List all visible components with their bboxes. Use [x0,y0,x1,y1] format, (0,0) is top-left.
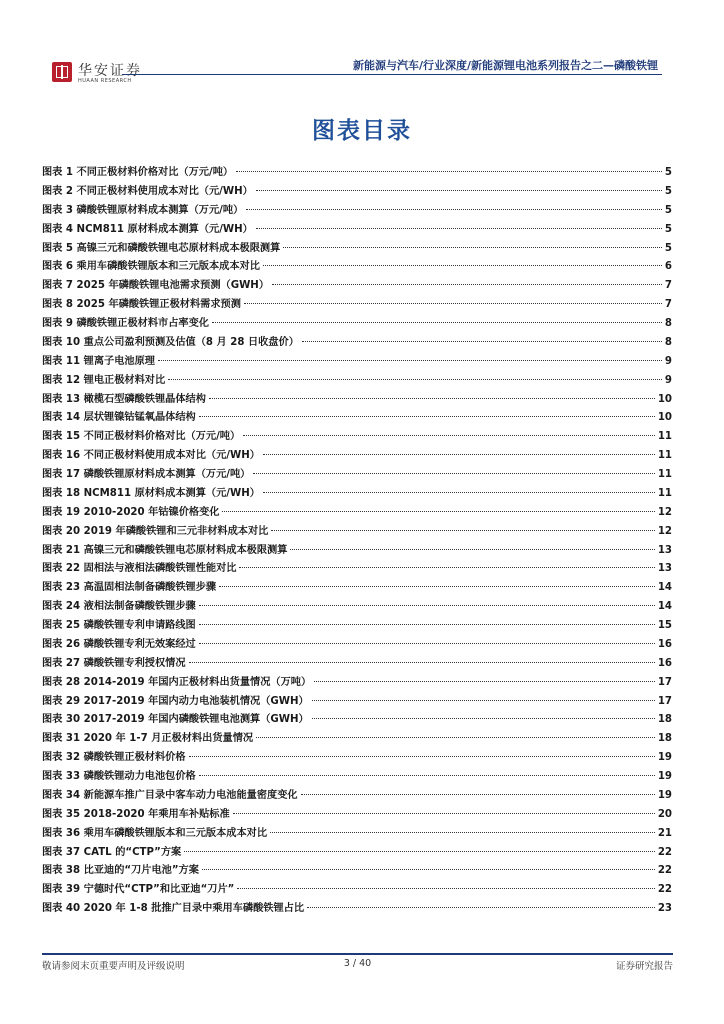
toc-entry-label: 图表 30 2017-2019 年国内磷酸铁锂电池测算（GWH） [42,714,309,726]
toc-entry[interactable] [42,786,672,805]
toc-dot-leader [314,681,655,682]
toc-entry[interactable] [42,465,672,484]
toc-entry-label: 图表 13 橄榄石型磷酸铁锂晶体结构 [42,393,206,405]
toc-entry-page: 19 [657,771,672,782]
toc-entry[interactable] [42,559,672,578]
footer-disclaimer: 敬请参阅末页重要声明及评级说明 [42,961,185,972]
toc-entry-label: 图表 9 磷酸铁锂正极材料市占率变化 [42,318,209,329]
toc-entry-page: 22 [657,884,672,896]
toc-entry-label: 图表 18 NCM811 原材料成本测算（元/WH） [42,487,260,499]
footer-divider [42,953,673,955]
toc-entry-page: 15 [657,620,672,631]
toc-dot-leader [237,888,654,889]
toc-entry[interactable] [42,710,672,729]
toc-entry[interactable] [42,861,672,880]
logo-chinese-text: 华安证券 [78,63,142,79]
toc-entry[interactable] [42,767,672,786]
toc-entry[interactable] [42,522,672,541]
table-of-contents [42,163,672,918]
page-header [0,0,724,84]
toc-entry-label: 图表 3 磷酸铁锂原材料成本测算（万元/吨） [42,204,244,216]
toc-entry-page: 11 [657,487,672,499]
toc-entry-page: 17 [657,695,672,707]
breadcrumb: 新能源与汽车/行业深度/新能源锂电池系列报告之二—磷酸铁锂 [352,59,658,72]
toc-entry-label: 图表 19 2010-2020 年钴镍价格变化 [42,506,220,518]
toc-entry[interactable] [42,673,672,692]
toc-entry-label: 图表 12 锂电正极材料对比 [42,374,166,386]
toc-entry-label: 图表 31 2020 年 1-7 月正极材料出货量情况 [42,733,254,745]
toc-dot-leader [246,209,662,210]
toc-entry-page: 8 [664,318,672,329]
toc-entry-label: 图表 4 NCM811 原材料成本测算（元/WH） [42,223,253,235]
toc-dot-leader [272,284,662,285]
toc-entry-page: 6 [664,261,672,273]
toc-entry-label: 图表 23 高温固相法制备磷酸铁锂步骤 [42,582,217,594]
toc-entry-page: 12 [657,525,672,537]
toc-entry-page: 7 [664,280,672,292]
toc-entry-page: 5 [664,167,672,178]
toc-entry[interactable] [42,843,672,862]
toc-entry[interactable] [42,390,672,409]
toc-entry-page: 13 [657,563,672,575]
toc-entry-page: 8 [664,336,672,348]
toc-entry-label: 图表 21 高镍三元和磷酸铁锂电芯原材料成本极限测算 [42,544,288,556]
page-number: 3 / 40 [343,958,372,969]
toc-entry[interactable] [42,541,672,560]
toc-entry[interactable] [42,314,672,333]
toc-dot-leader [263,492,655,493]
toc-entry-page: 5 [664,223,672,235]
toc-entry[interactable] [42,201,672,220]
toc-entry[interactable] [42,182,672,201]
toc-entry-page: 10 [657,412,672,424]
toc-dot-leader [168,379,662,380]
toc-entry[interactable] [42,295,672,314]
toc-entry-page: 7 [664,299,672,311]
toc-dot-leader [256,190,662,191]
toc-entry-page: 14 [657,582,672,594]
toc-dot-leader [199,775,655,776]
toc-entry-label: 图表 24 液相法制备磷酸铁锂步骤 [42,601,196,613]
toc-dot-leader [263,454,655,455]
toc-dot-leader [271,530,654,531]
toc-entry-label: 图表 32 磷酸铁锂正极材料价格 [42,752,186,764]
toc-entry-page: 13 [657,544,672,556]
toc-dot-leader [199,416,655,417]
toc-dot-leader [189,662,655,663]
toc-entry[interactable] [42,371,672,390]
toc-entry[interactable] [42,880,672,899]
toc-dot-leader [233,813,655,814]
toc-entry-page: 16 [657,657,672,669]
toc-entry-label: 图表 40 2020 年 1-8 批推广目录中乘用车磷酸铁锂占比 [42,903,305,915]
toc-entry-label: 图表 10 重点公司盈利预测及估值（8 月 28 日收盘价） [42,336,299,348]
header-divider [122,74,662,75]
toc-entry-page: 11 [657,469,672,480]
toc-entry[interactable] [42,276,672,295]
toc-entry-page: 18 [657,714,672,726]
toc-entry-label: 图表 27 磷酸铁锂专利授权情况 [42,657,186,669]
toc-entry[interactable] [42,427,672,446]
toc-dot-leader [199,624,655,625]
toc-entry[interactable] [42,163,672,182]
toc-dot-leader [270,832,655,833]
toc-entry[interactable] [42,635,672,654]
toc-dot-leader [184,851,655,852]
toc-entry-page: 22 [657,846,672,858]
toc-entry-label: 图表 6 乘用车磷酸铁锂版本和三元版本成本对比 [42,261,260,273]
toc-entry-page: 19 [657,789,672,801]
toc-dot-leader [244,303,662,304]
toc-entry-label: 图表 34 新能源车推广目录中客车动力电池能量密度变化 [42,789,298,801]
toc-entry-page: 17 [657,676,672,688]
toc-entry-label: 图表 25 磷酸铁锂专利申请路线图 [42,620,196,631]
toc-entry[interactable] [42,239,672,258]
toc-entry[interactable] [42,578,672,597]
toc-entry[interactable] [42,616,672,635]
toc-entry-label: 图表 7 2025 年磷酸铁锂电池需求预测（GWH） [42,280,270,292]
toc-entry-label: 图表 16 不同正极材料使用成本对比（元/WH） [42,450,260,462]
toc-entry[interactable] [42,408,672,427]
company-logo [52,58,162,88]
toc-dot-leader [253,473,654,474]
toc-entry[interactable] [42,484,672,503]
toc-entry-label: 图表 37 CATL 的“CTP”方案 [42,846,182,858]
toc-entry-label: 图表 8 2025 年磷酸铁锂正极材料需求预测 [42,299,241,311]
toc-entry-label: 图表 29 2017-2019 年国内动力电池装机情况（GWH） [42,695,309,707]
toc-dot-leader [222,511,654,512]
toc-dot-leader [199,605,655,606]
toc-entry-page: 9 [664,374,672,386]
toc-entry[interactable] [42,899,672,918]
seal-icon [52,62,72,82]
toc-dot-leader [209,398,655,399]
toc-entry-page: 23 [657,903,672,915]
toc-entry-label: 图表 22 固相法与液相法磷酸铁锂性能对比 [42,563,237,575]
toc-entry-label: 图表 26 磷酸铁锂专利无效案经过 [42,638,196,650]
toc-entry-page: 16 [657,638,672,650]
toc-entry[interactable] [42,692,672,711]
toc-dot-leader [283,247,662,248]
toc-entry-label: 图表 20 2019 年磷酸铁锂和三元非材料成本对比 [42,525,269,537]
toc-entry-label: 图表 17 磷酸铁锂原材料成本测算（万元/吨） [42,469,251,480]
toc-entry-page: 19 [657,752,672,764]
toc-dot-leader [256,737,655,738]
toc-entry[interactable] [42,257,672,276]
toc-entry-label: 图表 28 2014-2019 年国内正极材料出货量情况（万吨） [42,676,312,688]
toc-dot-leader [263,265,662,266]
toc-entry[interactable] [42,446,672,465]
toc-dot-leader [307,907,655,908]
page-title: 图表目录 [312,118,412,144]
toc-entry-label: 图表 35 2018-2020 年乘用车补贴标准 [42,808,230,820]
toc-dot-leader [312,718,655,719]
toc-entry[interactable] [42,597,672,616]
toc-dot-leader [219,586,655,587]
toc-dot-leader [236,171,662,172]
toc-entry[interactable] [42,729,672,748]
toc-entry-label: 图表 33 磷酸铁锂动力电池包价格 [42,771,196,782]
toc-entry[interactable] [42,748,672,767]
toc-entry-page: 21 [657,827,672,839]
toc-entry-page: 10 [657,393,672,405]
toc-dot-leader [212,322,662,323]
toc-dot-leader [256,228,662,229]
toc-entry[interactable] [42,220,672,239]
toc-entry[interactable] [42,824,672,843]
toc-entry[interactable] [42,503,672,522]
toc-entry-page: 5 [664,242,672,254]
toc-entry-page: 20 [657,808,672,820]
toc-entry-label: 图表 15 不同正极材料价格对比（万元/吨） [42,431,241,443]
toc-dot-leader [199,643,655,644]
toc-entry-page: 11 [657,450,672,462]
toc-entry-page: 5 [664,185,672,197]
toc-dot-leader [301,794,655,795]
toc-entry[interactable] [42,352,672,371]
toc-dot-leader [243,435,655,436]
toc-entry-label: 图表 1 不同正极材料价格对比（万元/吨） [42,167,234,178]
toc-dot-leader [158,360,662,361]
logo-english-text: HUAAN RESEARCH [78,78,132,84]
toc-dot-leader [302,341,662,342]
toc-dot-leader [189,756,655,757]
toc-entry-label: 图表 11 锂离子电池原理 [42,355,155,367]
toc-entry-page: 5 [664,204,672,216]
toc-dot-leader [312,700,655,701]
toc-dot-leader [239,567,654,568]
toc-entry-label: 图表 39 宁德时代“CTP”和比亚迪“刀片” [42,884,235,896]
toc-entry[interactable] [42,654,672,673]
toc-entry-label: 图表 36 乘用车磷酸铁锂版本和三元版本成本对比 [42,827,268,839]
toc-entry-label: 图表 14 层状锂镍钴锰氧晶体结构 [42,412,196,424]
toc-dot-leader [202,869,655,870]
toc-entry-label: 图表 5 高镍三元和磷酸铁锂电芯原材料成本极限测算 [42,242,281,254]
toc-dot-leader [290,549,654,550]
toc-entry-label: 图表 2 不同正极材料使用成本对比（元/WH） [42,185,253,197]
toc-entry-page: 9 [664,355,672,367]
footer-report-type: 证券研究报告 [615,961,673,972]
toc-entry-page: 11 [657,431,672,443]
toc-entry-label: 图表 38 比亚迪的“刀片电池”方案 [42,865,199,877]
toc-entry[interactable] [42,805,672,824]
toc-entry-page: 14 [657,601,672,613]
toc-entry-page: 22 [657,865,672,877]
page-footer [42,958,673,972]
toc-entry[interactable] [42,333,672,352]
toc-entry-page: 18 [657,733,672,745]
toc-entry-page: 12 [657,506,672,518]
